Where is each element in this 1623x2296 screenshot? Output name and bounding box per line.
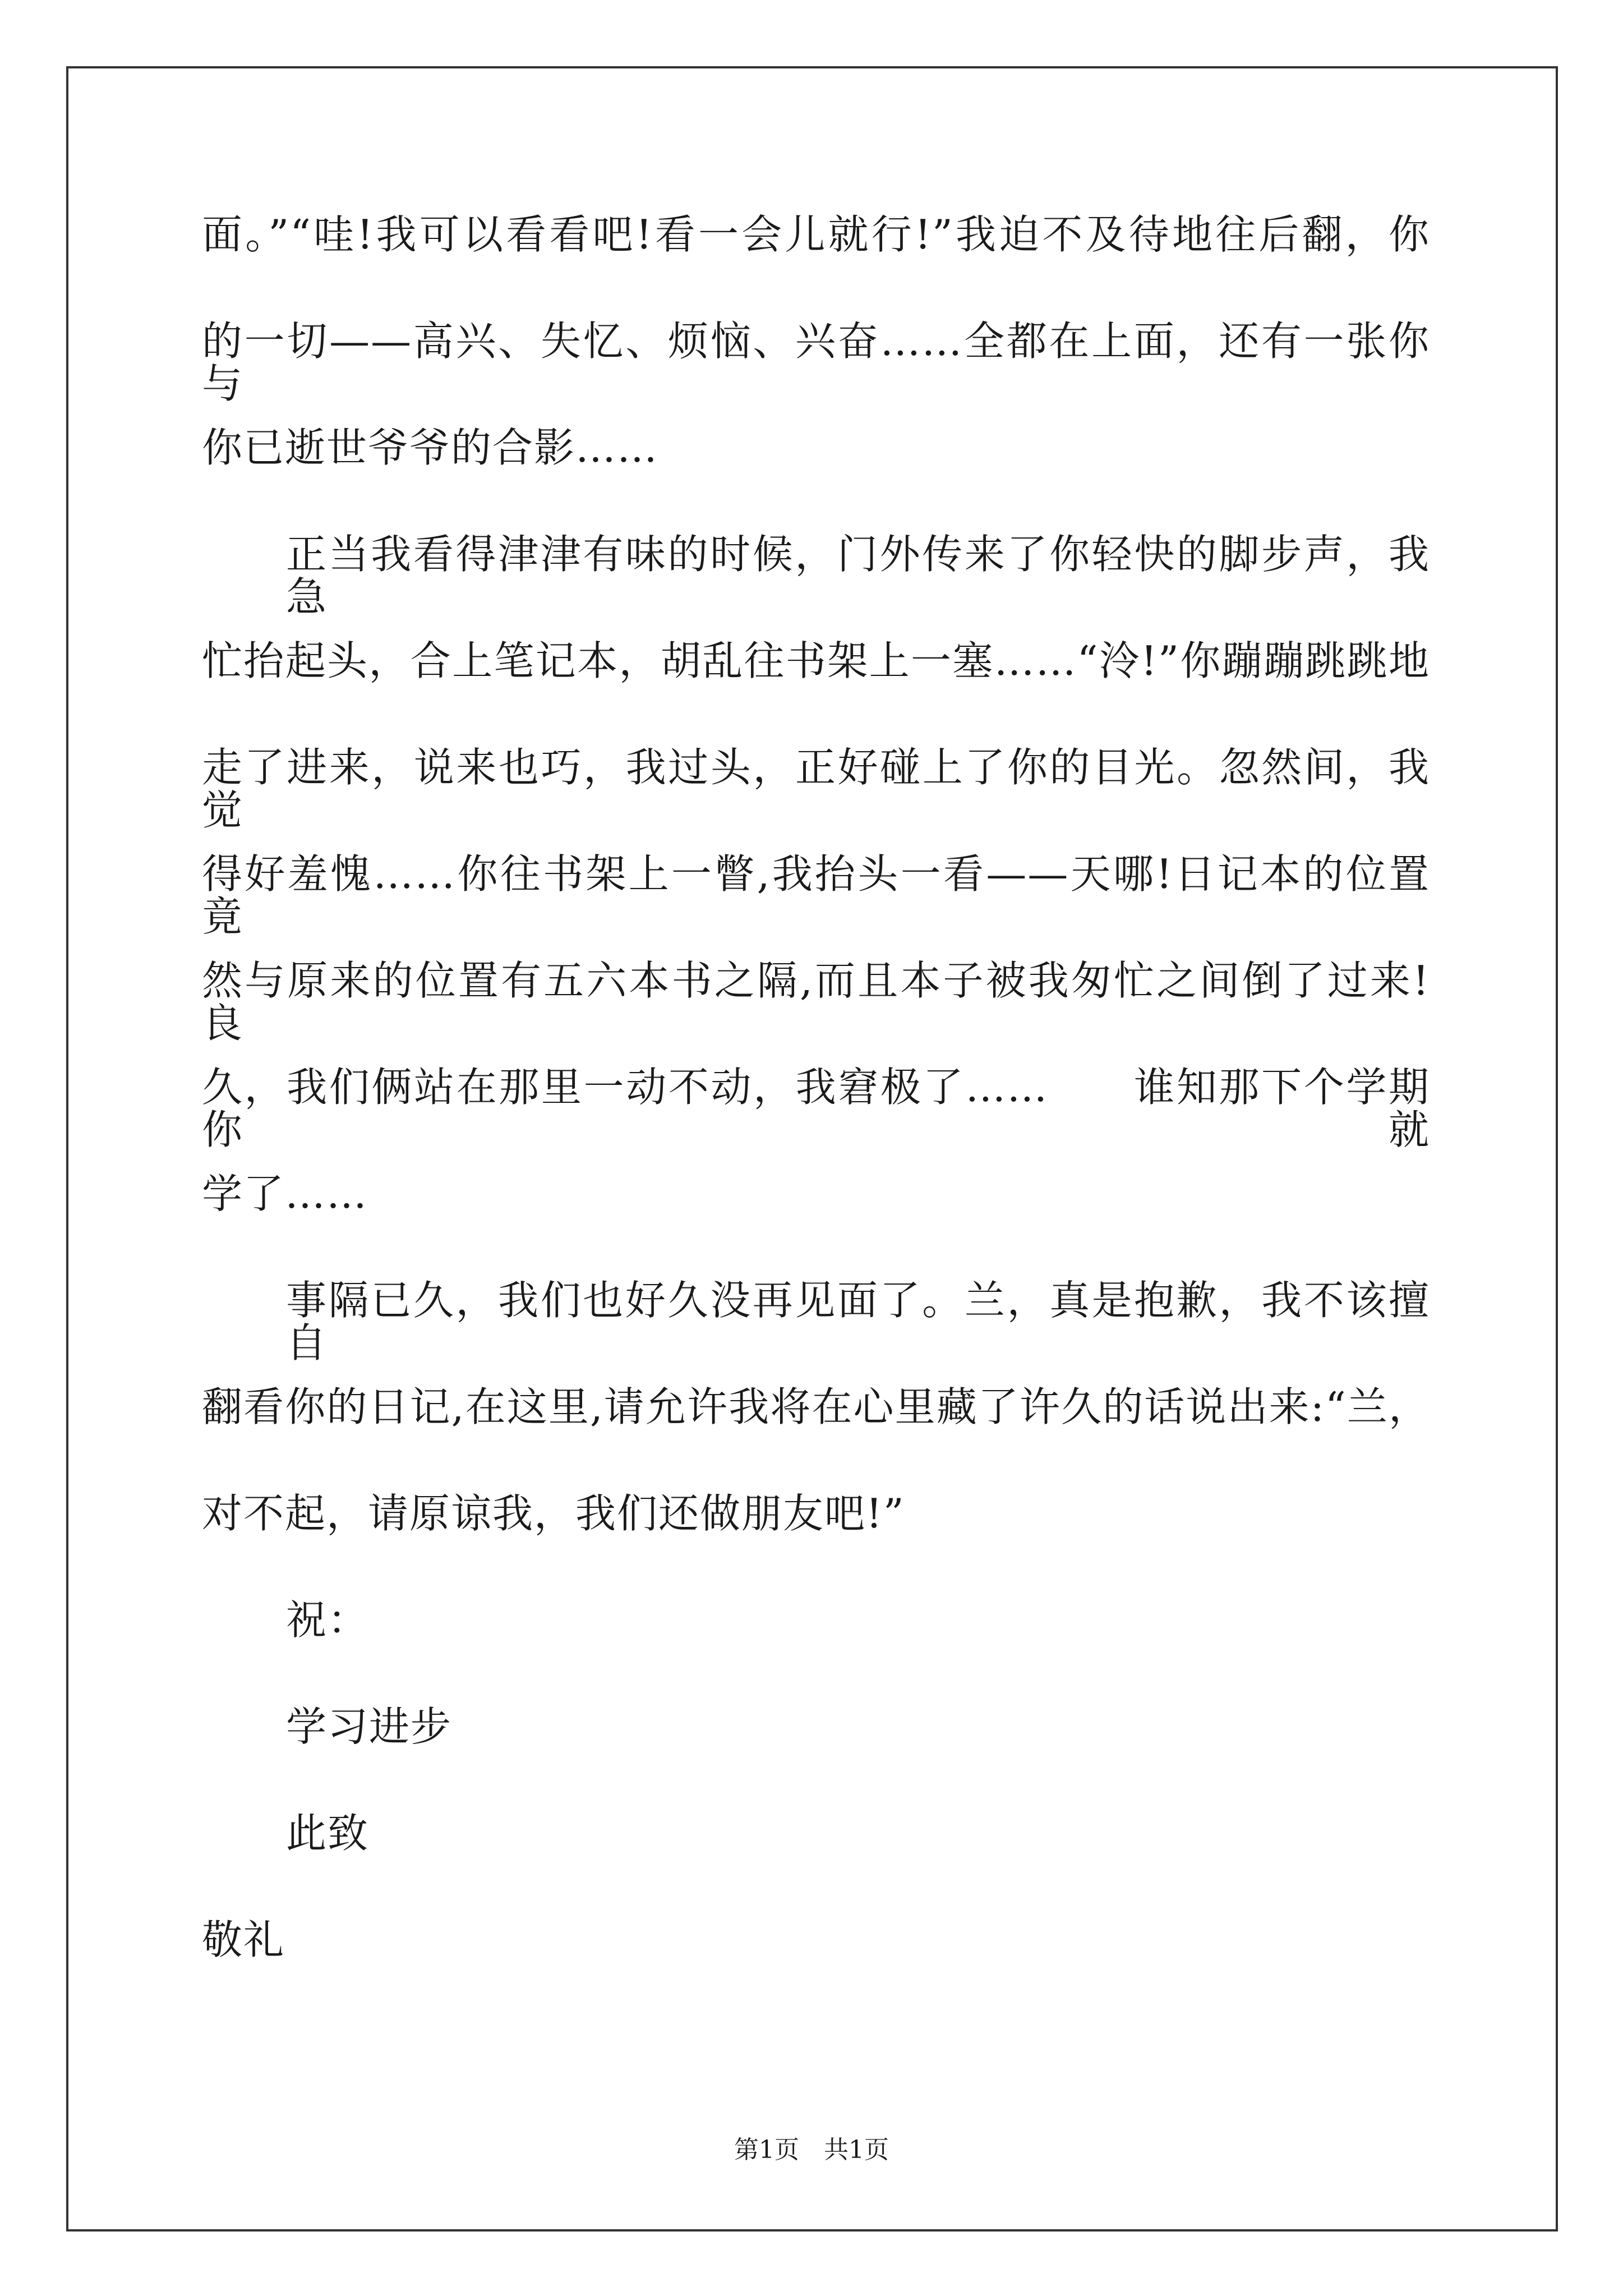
text-line-17: 敬礼: [202, 1916, 285, 1963]
text-line-2: 的一切——高兴、失忆、烦恼、兴奋……全都在上面，还有一张你与: [202, 318, 1430, 407]
text-line-4: 正当我看得津津有味的时候，门外传来了你轻快的脚步声，我急: [286, 531, 1430, 620]
text-line-12: 翻看你的日记,在这里,请允许我将在心里藏了许久的话说出来:“兰，: [202, 1383, 1430, 1430]
text-line-16: 此致: [286, 1810, 370, 1857]
text-line-5: 忙抬起头，合上笔记本，胡乱往书架上一塞……“泠!”你蹦蹦跳跳地: [202, 637, 1430, 684]
text-line-14: 祝：: [286, 1596, 370, 1644]
text-line-3: 你已逝世爷爷的合影……: [202, 424, 659, 471]
text-line-15: 学习进步: [286, 1703, 453, 1750]
text-line-9: 久，我们俩站在那里一动不动，我窘极了…… 谁知那下个学期你就: [202, 1064, 1430, 1153]
text-line-1: 面。”“哇!我可以看看吧!看一会儿就行!”我迫不及待地往后翻，你: [202, 211, 1430, 258]
text-line-7: 得好羞愧……你往书架上一瞥,我抬头一看——天哪!日记本的位置竟: [202, 850, 1430, 940]
document-body: [202, 213, 1430, 2025]
text-line-6: 走了进来，说来也巧，我过头，正好碰上了你的目光。忽然间，我觉: [202, 744, 1430, 834]
text-line-13: 对不起，请原谅我，我们还做朋友吧!”: [202, 1490, 905, 1537]
text-line-10: 学了……: [202, 1170, 368, 1217]
text-line-8: 然与原来的位置有五六本书之隔,而且本子被我匆忙之间倒了过来!良: [202, 957, 1430, 1047]
text-line-11: 事隔已久，我们也好久没再见面了。兰，真是抱歉，我不该擅自: [286, 1277, 1430, 1366]
page-footer: 第1页 共1页: [734, 2136, 889, 2164]
